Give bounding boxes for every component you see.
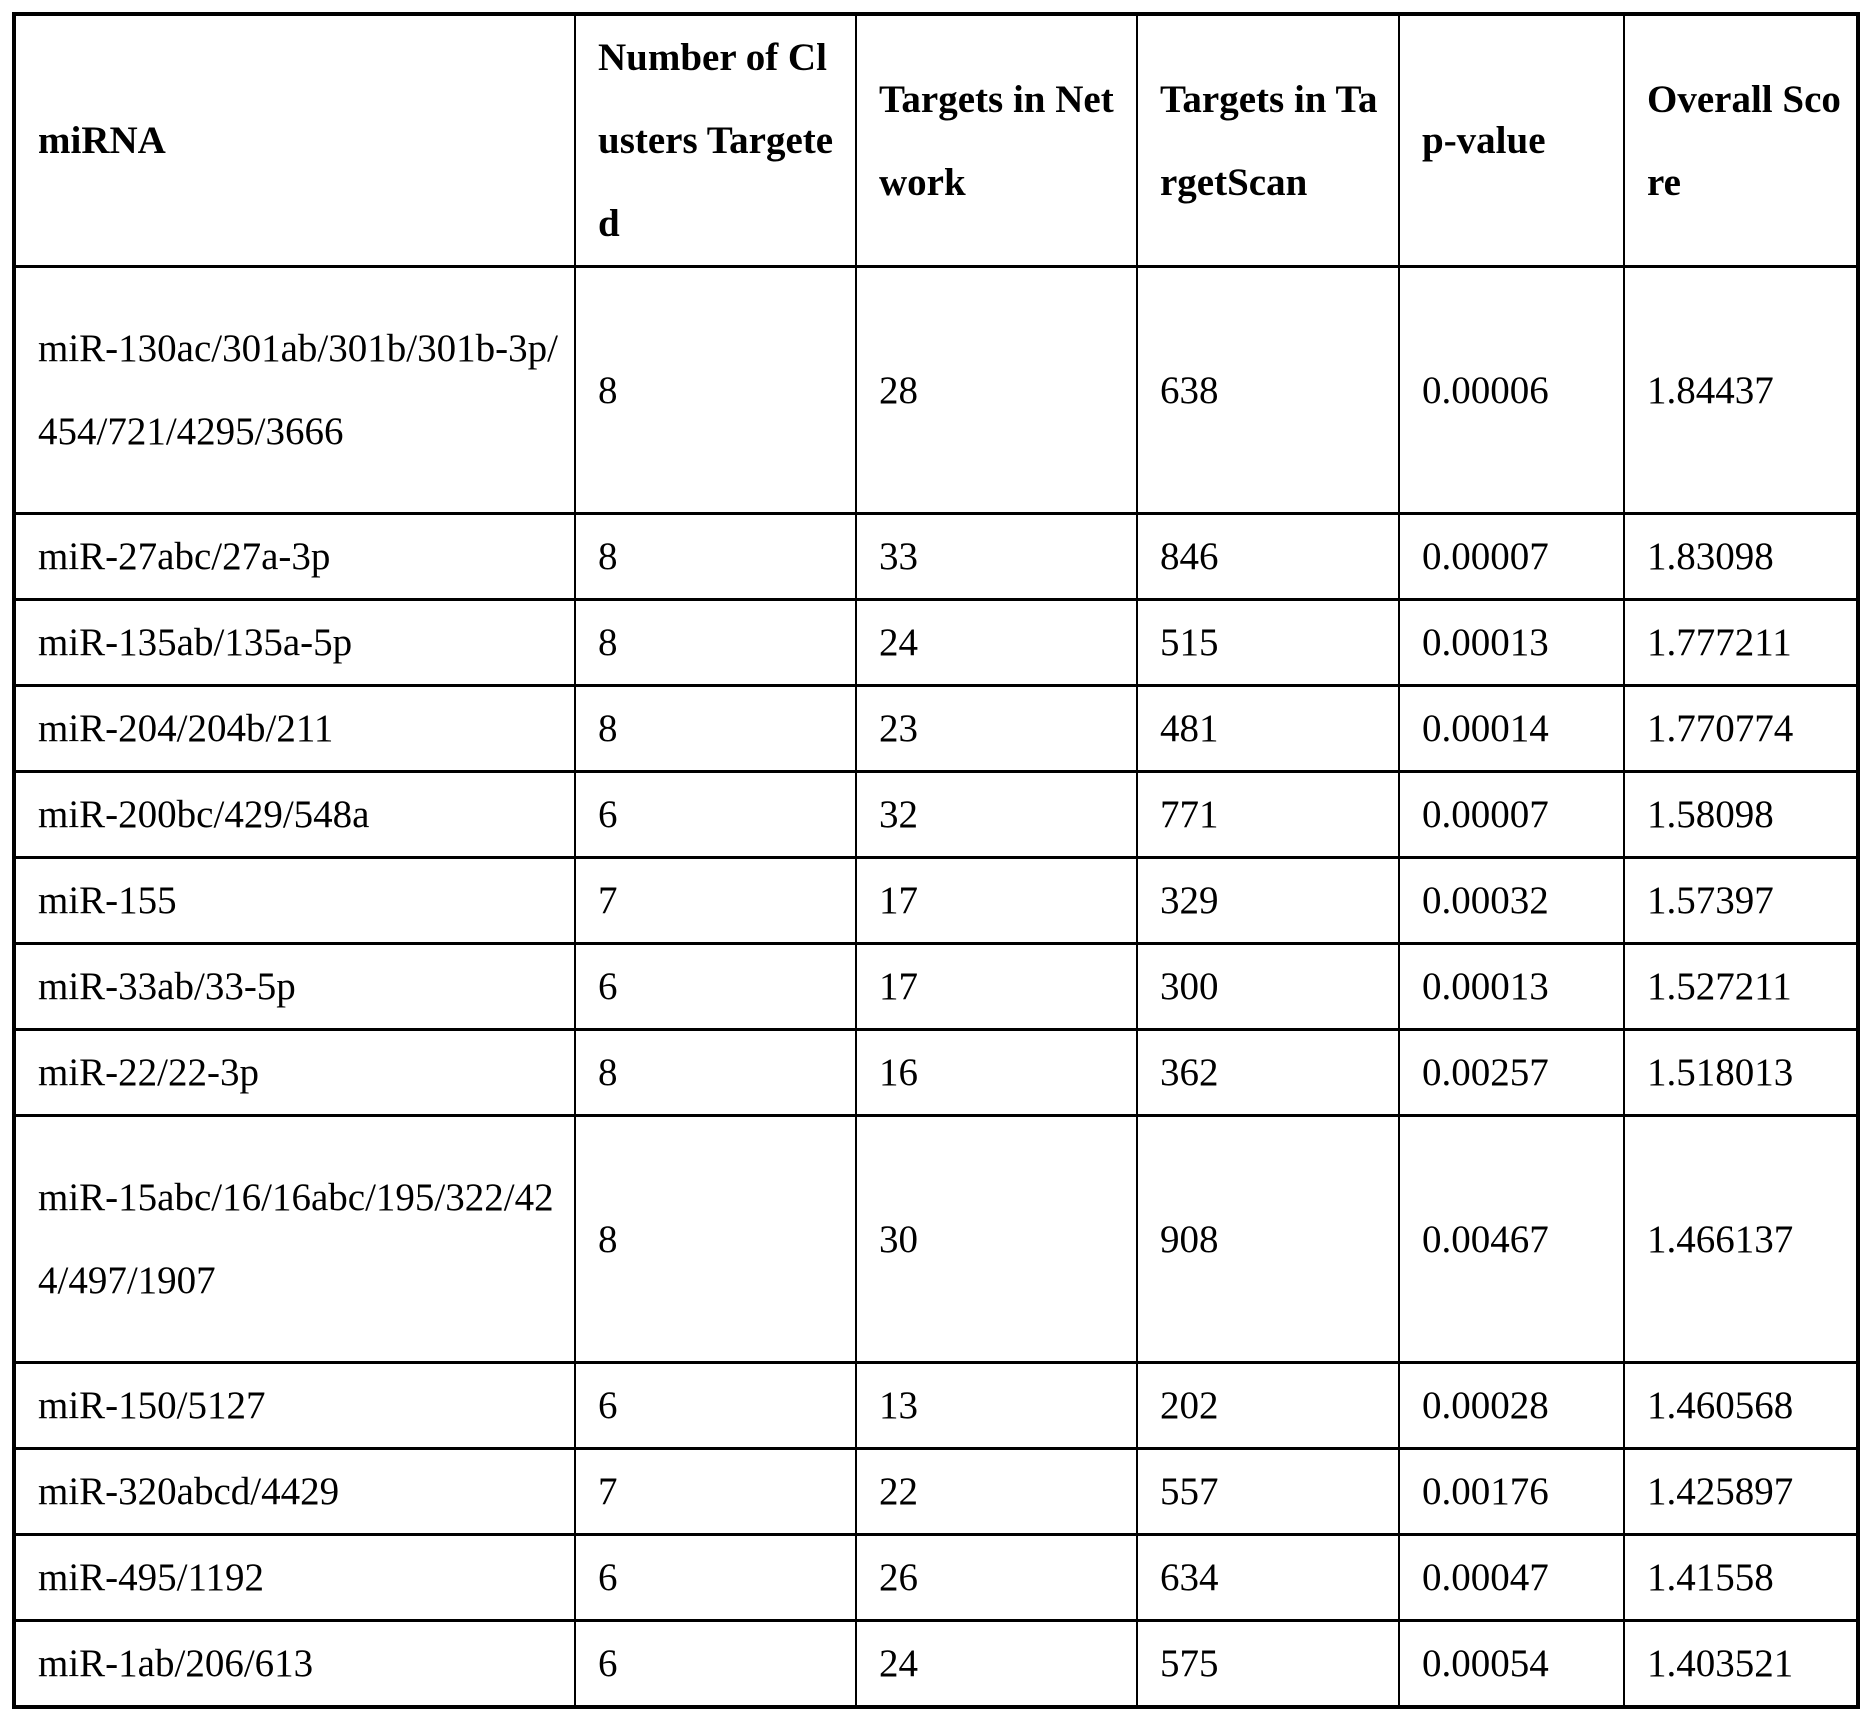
cell-targets-network: 26: [856, 1535, 1137, 1621]
cell-mirna: miR-150/5127: [14, 1363, 575, 1449]
table-row: [14, 1363, 1858, 1449]
cell-p-value: 0.00014: [1399, 686, 1624, 772]
cell-mirna: miR-130ac/301ab/301b/301b-3p/454/721/4295/3666: [14, 267, 575, 514]
cell-p-value: 0.00006: [1399, 267, 1624, 514]
cell-overall-score: 1.777211: [1624, 600, 1858, 686]
cell-overall-score: 1.41558: [1624, 1535, 1858, 1621]
cell-mirna: miR-495/1192: [14, 1535, 575, 1621]
cell-mirna: miR-200bc/429/548a: [14, 772, 575, 858]
cell-overall-score: 1.460568: [1624, 1363, 1858, 1449]
cell-clusters: 8: [575, 1030, 856, 1116]
table-row: [14, 514, 1858, 600]
cell-targets-targetscan: 908: [1137, 1116, 1399, 1363]
cell-targets-targetscan: 557: [1137, 1449, 1399, 1535]
cell-mirna: miR-22/22-3p: [14, 1030, 575, 1116]
table-row: [14, 1030, 1858, 1116]
cell-targets-targetscan: 846: [1137, 514, 1399, 600]
cell-targets-targetscan: 638: [1137, 267, 1399, 514]
cell-clusters: 8: [575, 1116, 856, 1363]
cell-targets-targetscan: 202: [1137, 1363, 1399, 1449]
cell-p-value: 0.00013: [1399, 944, 1624, 1030]
cell-targets-targetscan: 362: [1137, 1030, 1399, 1116]
table-row: [14, 858, 1858, 944]
cell-mirna: miR-155: [14, 858, 575, 944]
cell-mirna: miR-135ab/135a-5p: [14, 600, 575, 686]
table-row: [14, 1116, 1858, 1363]
cell-clusters: 6: [575, 772, 856, 858]
cell-clusters: 7: [575, 1449, 856, 1535]
cell-mirna: miR-15abc/16/16abc/195/322/424/497/1907: [14, 1116, 575, 1363]
cell-mirna: miR-320abcd/4429: [14, 1449, 575, 1535]
cell-targets-targetscan: 515: [1137, 600, 1399, 686]
cell-clusters: 8: [575, 600, 856, 686]
cell-targets-network: 22: [856, 1449, 1137, 1535]
cell-targets-targetscan: 481: [1137, 686, 1399, 772]
table-body: [14, 267, 1858, 1708]
cell-clusters: 6: [575, 1535, 856, 1621]
cell-p-value: 0.00467: [1399, 1116, 1624, 1363]
cell-clusters: 8: [575, 267, 856, 514]
cell-overall-score: 1.425897: [1624, 1449, 1858, 1535]
cell-p-value: 0.00257: [1399, 1030, 1624, 1116]
cell-clusters: 7: [575, 858, 856, 944]
mirna-table: [12, 12, 1860, 1709]
cell-targets-targetscan: 634: [1137, 1535, 1399, 1621]
cell-mirna: miR-33ab/33-5p: [14, 944, 575, 1030]
cell-targets-targetscan: 300: [1137, 944, 1399, 1030]
cell-targets-network: 28: [856, 267, 1137, 514]
cell-targets-network: 13: [856, 1363, 1137, 1449]
cell-mirna: miR-1ab/206/613: [14, 1621, 575, 1708]
table-row: [14, 1449, 1858, 1535]
cell-clusters: 6: [575, 944, 856, 1030]
cell-clusters: 6: [575, 1363, 856, 1449]
cell-clusters: 8: [575, 514, 856, 600]
table-row: [14, 267, 1858, 514]
cell-p-value: 0.00054: [1399, 1621, 1624, 1708]
header-targets-targetscan: Targets in TargetScan: [1137, 14, 1399, 267]
table-row: [14, 1621, 1858, 1708]
cell-p-value: 0.00007: [1399, 772, 1624, 858]
cell-overall-score: 1.466137: [1624, 1116, 1858, 1363]
table-row: [14, 944, 1858, 1030]
cell-overall-score: 1.403521: [1624, 1621, 1858, 1708]
cell-targets-network: 23: [856, 686, 1137, 772]
cell-targets-targetscan: 771: [1137, 772, 1399, 858]
header-row: [14, 14, 1858, 267]
header-overall-score: Overall Score: [1624, 14, 1858, 267]
cell-mirna: miR-27abc/27a-3p: [14, 514, 575, 600]
cell-clusters: 8: [575, 686, 856, 772]
header-clusters: Number of Clusters Targeted: [575, 14, 856, 267]
cell-targets-network: 16: [856, 1030, 1137, 1116]
cell-targets-network: 24: [856, 600, 1137, 686]
cell-p-value: 0.00176: [1399, 1449, 1624, 1535]
cell-overall-score: 1.58098: [1624, 772, 1858, 858]
cell-p-value: 0.00013: [1399, 600, 1624, 686]
cell-p-value: 0.00007: [1399, 514, 1624, 600]
cell-p-value: 0.00028: [1399, 1363, 1624, 1449]
table-row: [14, 686, 1858, 772]
cell-p-value: 0.00032: [1399, 858, 1624, 944]
header-p-value: p-value: [1399, 14, 1624, 267]
cell-targets-network: 32: [856, 772, 1137, 858]
cell-overall-score: 1.770774: [1624, 686, 1858, 772]
cell-targets-network: 33: [856, 514, 1137, 600]
cell-clusters: 6: [575, 1621, 856, 1708]
cell-targets-network: 24: [856, 1621, 1137, 1708]
cell-overall-score: 1.527211: [1624, 944, 1858, 1030]
cell-overall-score: 1.83098: [1624, 514, 1858, 600]
cell-targets-targetscan: 329: [1137, 858, 1399, 944]
table-row: [14, 1535, 1858, 1621]
table-row: [14, 600, 1858, 686]
cell-targets-network: 17: [856, 858, 1137, 944]
header-mirna: miRNA: [14, 14, 575, 267]
cell-targets-network: 17: [856, 944, 1137, 1030]
cell-overall-score: 1.57397: [1624, 858, 1858, 944]
header-targets-network: Targets in Network: [856, 14, 1137, 267]
cell-overall-score: 1.84437: [1624, 267, 1858, 514]
cell-p-value: 0.00047: [1399, 1535, 1624, 1621]
cell-targets-network: 30: [856, 1116, 1137, 1363]
cell-overall-score: 1.518013: [1624, 1030, 1858, 1116]
cell-mirna: miR-204/204b/211: [14, 686, 575, 772]
cell-targets-targetscan: 575: [1137, 1621, 1399, 1708]
table-row: [14, 772, 1858, 858]
